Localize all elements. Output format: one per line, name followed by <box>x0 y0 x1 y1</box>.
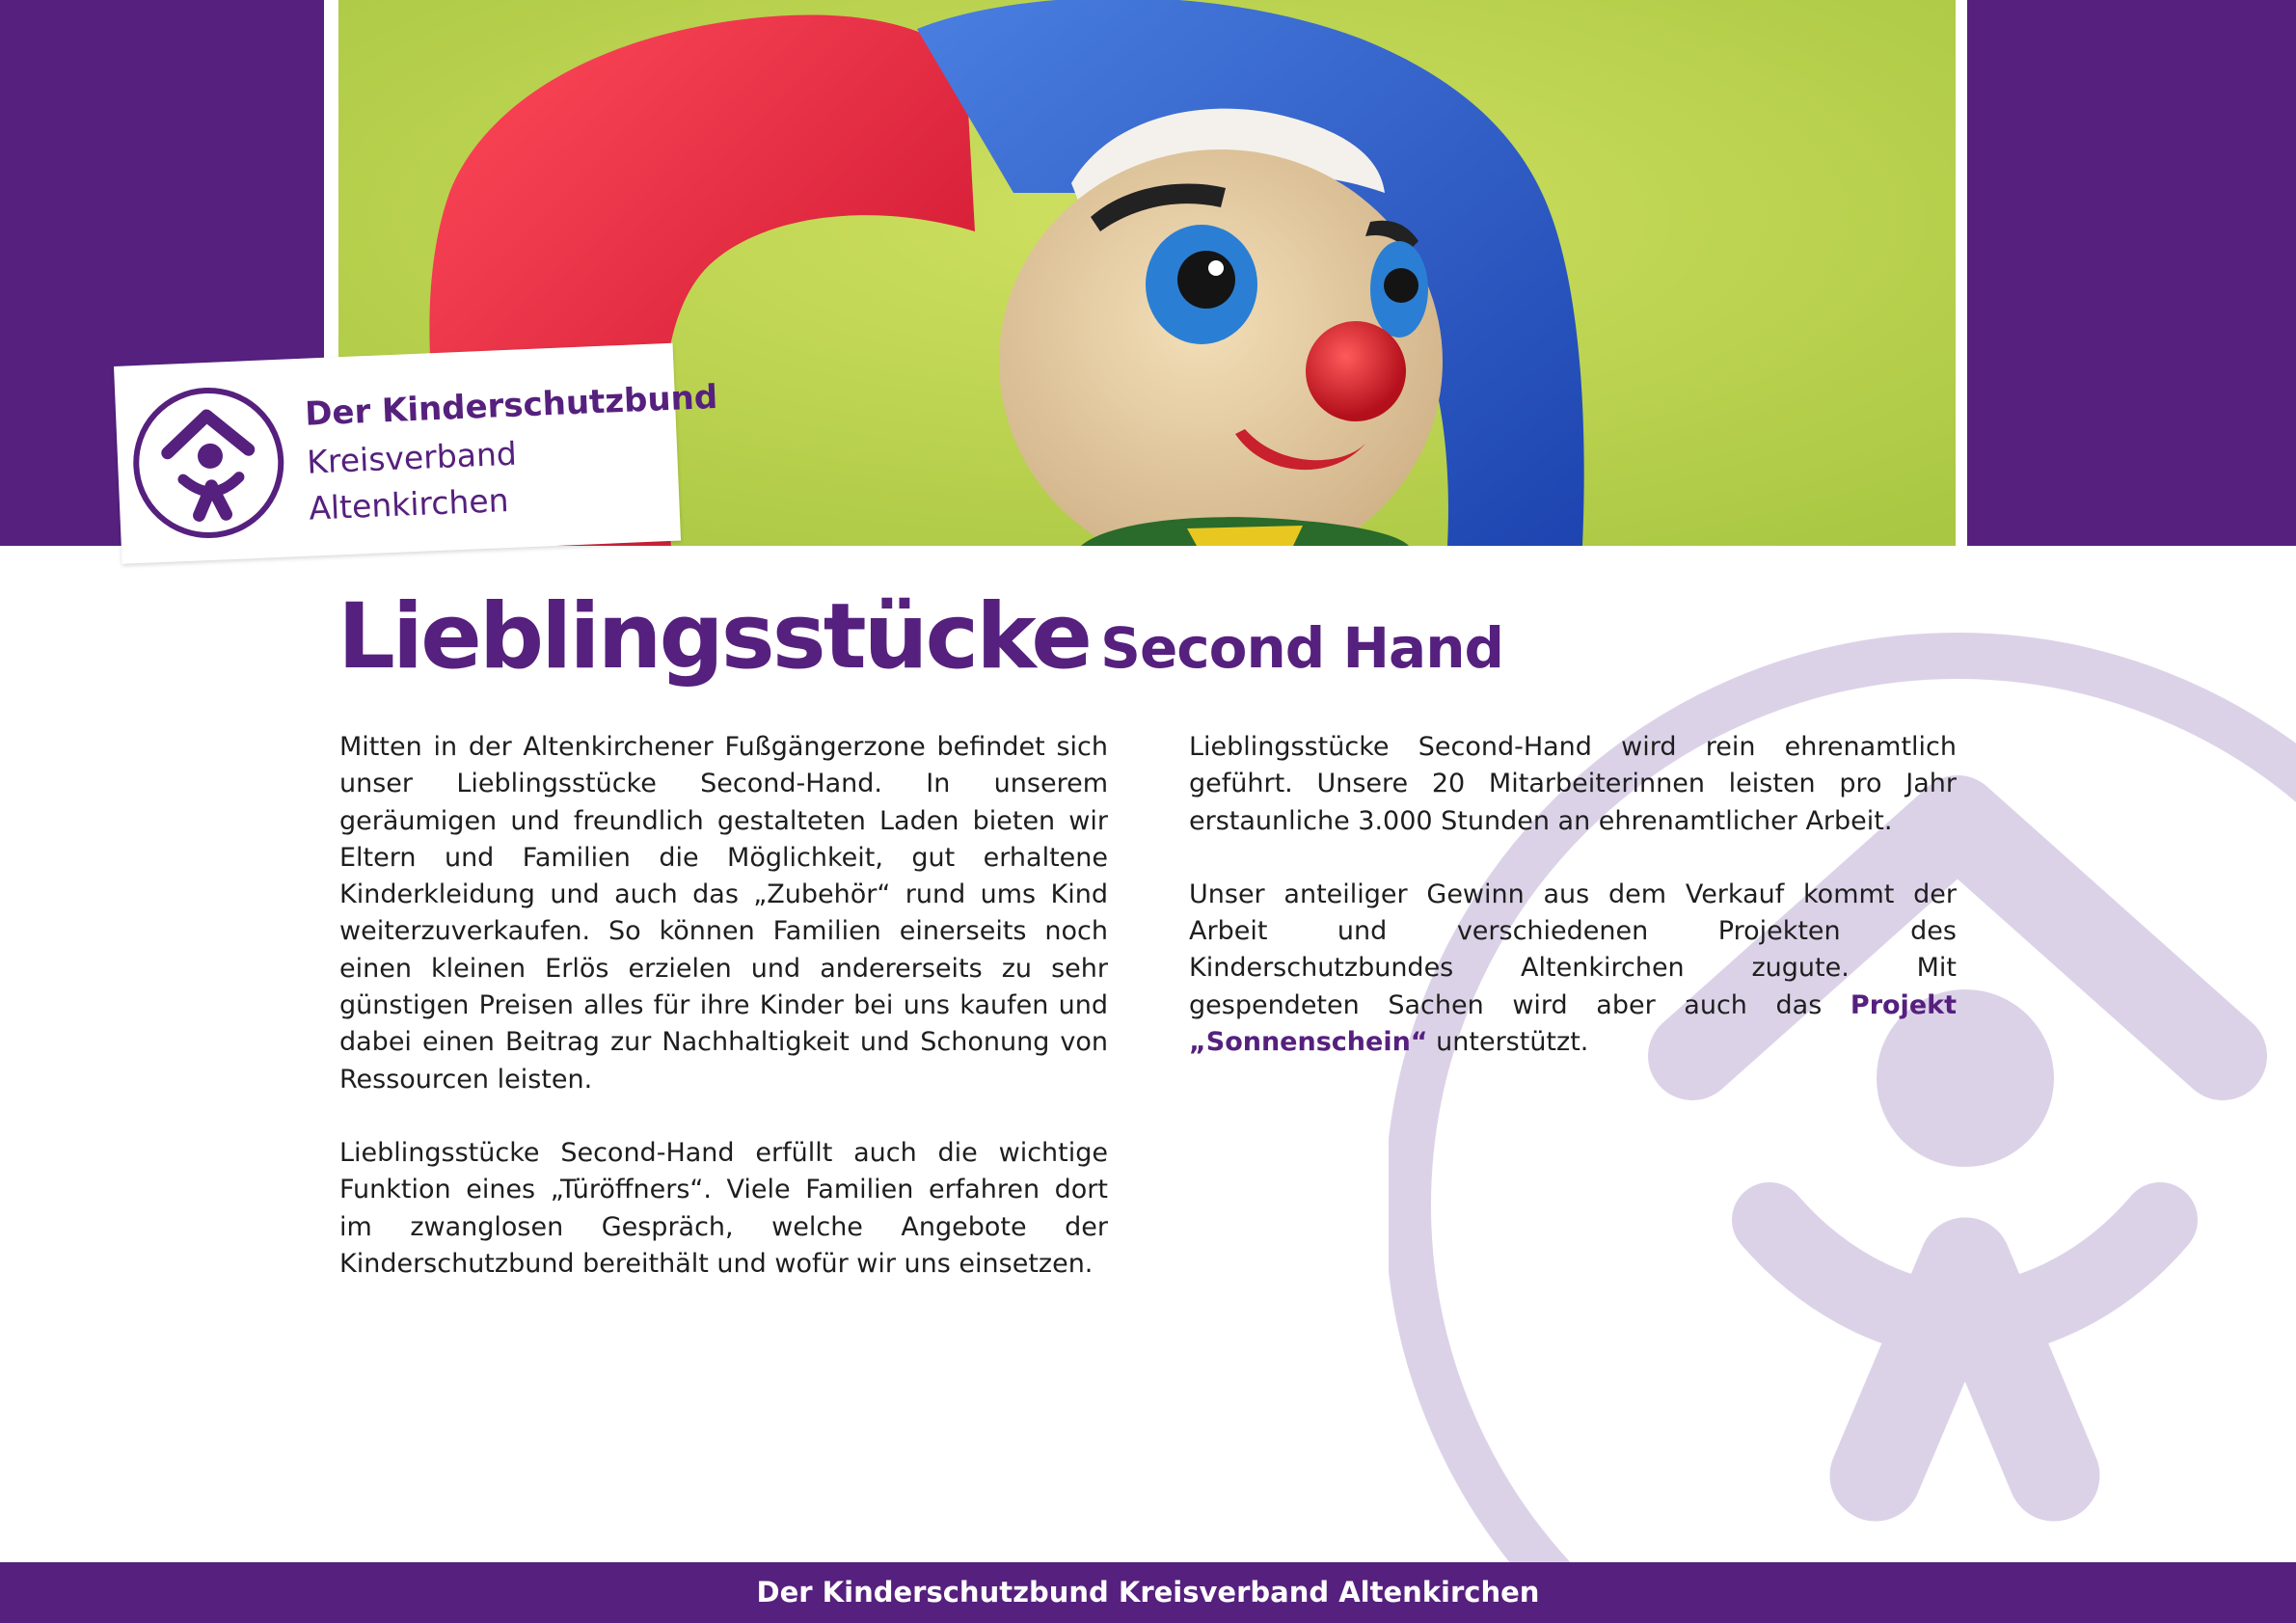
logo-org-name: Der Kinderschutzbund <box>304 377 718 434</box>
text-column-left <box>339 729 1108 1319</box>
paragraph: Lieblingsstücke Second-Hand wird rein ehrenamtlich geführt. Unsere 20 Mitarbeiterinnen leisten pro Jahr erstaunliche 3.000 Stunden an ehrenamtlicher Arbeit. <box>1189 732 1957 836</box>
page-title <box>338 584 1503 690</box>
paragraph-text: Unser anteiliger Gewinn aus dem Verkauf kommt der Arbeit und verschiedenen Projekten des Kinderschutzbundes Altenkirchen zugute. Mit gespendeten Sachen wird aber auch das <box>1189 879 1957 1020</box>
page-title-main: Lieblingsstücke <box>338 584 1091 690</box>
kinderschutzbund-logo-icon <box>126 381 291 546</box>
logo-subtitle-line1: Kreisverband <box>306 434 518 481</box>
purple-side-band-right <box>1967 0 2296 546</box>
text-column-right <box>1189 729 1957 1097</box>
logo-subtitle-line2: Altenkirchen <box>308 480 510 527</box>
logo-card <box>114 343 718 564</box>
paragraph: Lieblingsstücke Second-Hand erfüllt auch die wichtige Funktion eines „Türöffners“. Viele Familien erfahren dort im zwanglosen Gespräch, welche Angebote der Kinderschutzbund bereithält und wofür wir uns einsetzen. <box>339 1137 1108 1279</box>
paragraph: Mitten in der Altenkirchener Fußgängerzone befindet sich unser Lieblingsstücke Second-Hand. In unserem geräumigen und freundlich gestalteten Laden bieten wir Eltern und Familien die Möglichkeit, gut erhaltene Kinderkleidung und auch das „Zubehör“ rund ums Kind weiterzuverkaufen. So können Familien einerseits noch einen kleinen Erlös erzielen und andererseits zu sehr günstigen Preisen alles für ihre Kinder bei uns kaufen und dabei einen Beitrag zur Nachhaltigkeit und Schonung von Ressourcen leisten. <box>339 732 1108 1095</box>
footer-bar <box>0 1562 2296 1623</box>
project-highlight: Projekt „Sonnenschein“ <box>1189 989 1957 1058</box>
footer-text: Der Kinderschutzbund Kreisverband Altenkirchen <box>756 1576 1540 1609</box>
page-title-sub: Second Hand <box>1100 615 1503 681</box>
paragraph-text: unterstützt. <box>1427 1027 1589 1058</box>
paragraph <box>1189 877 1957 1061</box>
